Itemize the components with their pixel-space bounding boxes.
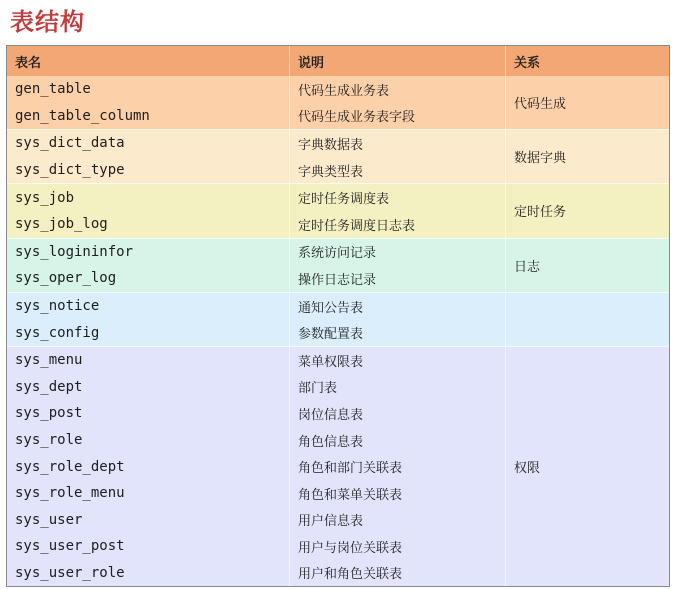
table-name-cell: sys_config [15,324,100,341]
description-cell: 参数配置表 [289,319,505,346]
table-name-cell: sys_job [15,189,75,206]
description-cell: 代码生成业务表 [289,76,505,103]
table-group [7,183,669,237]
relation-cell: 日志 [505,239,669,292]
relation-cell: 数据字典 [505,130,669,183]
table-name-cell: sys_oper_log [15,270,117,287]
table-name-cell: sys_user [15,511,83,528]
table-name-cell: sys_user_post [15,538,125,555]
table-group [7,238,669,292]
relation-cell: 权限 [505,347,669,586]
description-cell: 定时任务调度表 [289,184,505,211]
description-cell: 操作日志记录 [289,265,505,292]
table-name-cell: sys_job_log [15,216,108,233]
relation-cell: 代码生成 [505,76,669,129]
table-name-cell: sys_dict_data [15,135,125,152]
table-name-cell: gen_table [15,81,91,98]
relation-cell: 定时任务 [505,184,669,237]
description-cell: 字典类型表 [289,157,505,184]
description-cell: 定时任务调度日志表 [289,211,505,238]
description-cell: 部门表 [289,374,505,401]
description-cell: 角色和菜单关联表 [289,480,505,507]
table-group [7,129,669,183]
description-cell: 用户和角色关联表 [289,560,505,587]
description-cell: 通知公告表 [289,293,505,320]
table-group [7,292,669,346]
table-name-cell: sys_dept [15,378,83,395]
description-cell: 字典数据表 [289,130,505,157]
description-cell: 用户与岗位关联表 [289,533,505,560]
table-name-cell: gen_table_column [15,107,150,124]
description-cell: 角色和部门关联表 [289,453,505,480]
header-description: 说明 [289,46,505,76]
description-cell: 代码生成业务表字段 [289,103,505,130]
table-structure [6,45,670,587]
table-name-cell: sys_role_menu [15,485,125,502]
table-name-cell: sys_dict_type [15,162,125,179]
table-name-cell: sys_post [15,405,83,422]
description-cell: 菜单权限表 [289,347,505,374]
relation-cell [505,293,669,346]
table-body [7,76,669,586]
table-name-cell: sys_user_role [15,564,125,581]
header-table-name: 表名 [15,55,42,71]
table-name-cell: sys_role_dept [15,458,125,475]
page-title: 表结构 [10,8,85,36]
table-name-cell: sys_menu [15,352,83,369]
description-cell: 系统访问记录 [289,239,505,266]
table-group [7,346,669,586]
description-cell: 用户信息表 [289,507,505,534]
table-name-cell: sys_logininfor [15,243,134,260]
table-name-cell: sys_notice [15,298,100,315]
table-group [7,76,669,129]
description-cell: 岗位信息表 [289,400,505,427]
header-relation: 关系 [505,46,669,76]
description-cell: 角色信息表 [289,427,505,454]
table-name-cell: sys_role [15,432,83,449]
table-header-row [7,46,669,76]
